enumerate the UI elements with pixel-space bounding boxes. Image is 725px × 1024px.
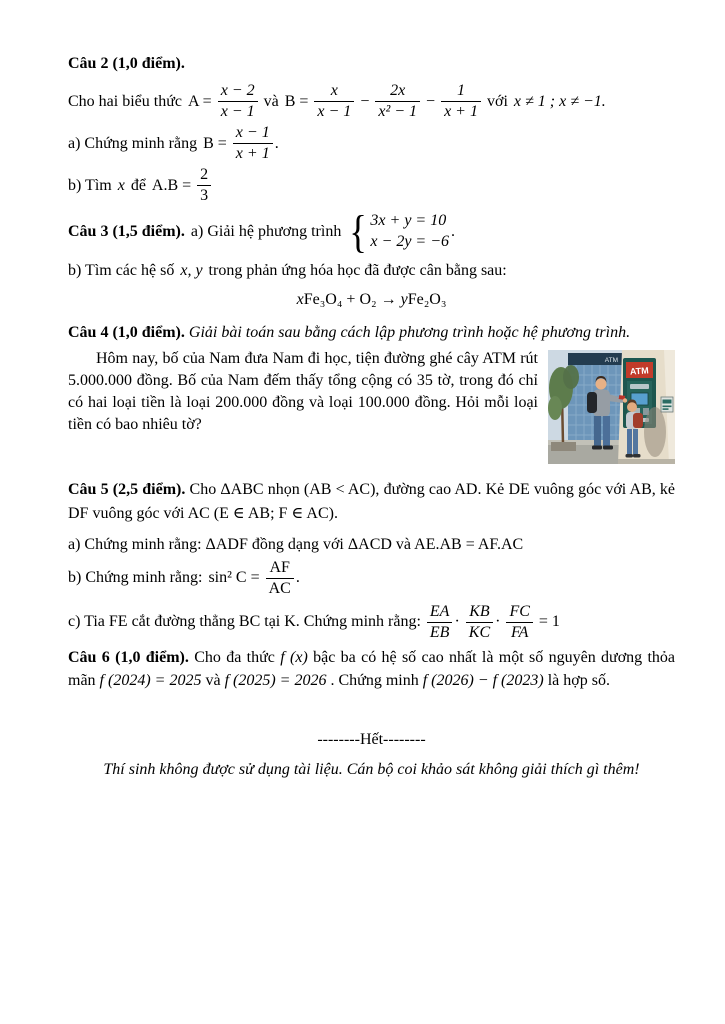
- B-label: B =: [284, 92, 309, 110]
- question-5-part-b: [68, 558, 675, 598]
- question-4-paragraph: Hôm nay, bố của Nam đưa Nam đi học, tiện đường ghé cây ATM rút 5.000.000 đồng. Bố của Nam đếm thấy tổng cộng có 35 tờ, trong đó chỉ có hai loại tiền là loại 200.000 đồng và loại 100.000 đồng. Hỏi mỗi loại tiền có bao nhiêu tờ?: [68, 350, 538, 434]
- brace-glyph: {: [349, 206, 368, 258]
- and-text: và: [205, 672, 221, 690]
- t3: . Chứng minh: [330, 672, 419, 690]
- question-3-heading: Câu 3 (1,5 điểm).: [68, 223, 185, 241]
- building-atm-sign: ATM: [604, 357, 618, 365]
- fraction-two-thirds: $\frac{2}{3}$: [197, 165, 211, 205]
- part-b-text: b) Chứng minh rằng:: [68, 569, 203, 587]
- x-variable: x: [117, 176, 125, 194]
- fraction-B-simplified: $\frac{x - 1}{x + 1}$: [233, 123, 273, 163]
- t1: Cho đa thức: [194, 649, 275, 667]
- and-text: và: [263, 92, 279, 110]
- sin-equation: sin² C =: [208, 569, 260, 587]
- f-2024: f (2024) = 2025: [99, 672, 202, 690]
- fraction-A: $\frac{x - 2}{x - 1}$: [218, 81, 258, 121]
- fraction-AF-AC: $\frac{AF}{AC}$: [266, 558, 294, 598]
- fraction-FC-FA: $\frac{FC}{FA}$: [506, 602, 532, 642]
- f-of-x: f (x): [280, 649, 308, 667]
- system-equation-1: 3x + y = 10: [370, 212, 447, 230]
- equation-system: [347, 206, 450, 258]
- question-5: [68, 478, 675, 642]
- chemical-equation: [68, 288, 675, 311]
- A-label: A =: [187, 92, 212, 110]
- question-6-text: [68, 646, 675, 692]
- part-b-text: b) Tìm các hệ số: [68, 261, 175, 279]
- question-2-part-b: [68, 165, 675, 205]
- question-6: [68, 646, 675, 692]
- question-3-part-b: [68, 259, 675, 282]
- question-5-heading: Câu 5 (2,5 điểm).: [68, 481, 186, 499]
- question-5-part-a: a) Chứng minh rằng: ΔADF đồng dạng với ΔACD và AE.AB = AF.AC: [68, 535, 524, 553]
- question-3: [68, 206, 675, 311]
- question-4-heading-line: [68, 321, 675, 344]
- question-2-formula-line: [68, 81, 675, 121]
- question-6-heading: Câu 6 (1,0 điểm).: [68, 649, 189, 667]
- question-3-line: [68, 206, 675, 258]
- minus-sign: −: [360, 92, 370, 110]
- question-5-part-c: [68, 602, 675, 642]
- conditions-text: x ≠ 1 ; x ≠ −1.: [513, 92, 606, 110]
- intro-text: Cho hai biểu thức: [68, 92, 182, 110]
- question-5-intro-text: Cho ΔABC nhọn (AB < AC), đường cao AD. Kẻ DE vuông góc với AB, kẻ DF vuông góc với AC (E ∈ AB; F ∈ AC).: [68, 481, 676, 522]
- part-a-text: a) Chứng minh rằng: [68, 134, 198, 152]
- fraction-B3: $\frac{1}{x + 1}$: [441, 81, 481, 121]
- part-b-rest: trong phản ứng hóa học đã được cân bằng sau:: [208, 261, 507, 279]
- fraction-EA-EB: $\frac{EA}{EB}$: [427, 602, 453, 642]
- xy-variables: x, y: [180, 261, 203, 279]
- fraction-B2: $\frac{2x}{\text{x² − 1}}$: [375, 81, 420, 121]
- coefficient-y: y: [400, 291, 408, 309]
- f-2025: f (2025) = 2026: [224, 672, 327, 690]
- question-4-body: [68, 348, 675, 464]
- period: .: [451, 223, 456, 241]
- end-marker: --------Hết--------: [317, 731, 426, 749]
- dot-operator: ·: [495, 613, 501, 631]
- chem-right: Fe₂O₃: [407, 291, 447, 309]
- with-text: với: [486, 92, 508, 110]
- fraction-B1: $\frac{x}{x - 1}$: [314, 81, 354, 121]
- minus-sign: −: [426, 92, 436, 110]
- question-4-heading: Câu 4 (1,0 điểm).: [68, 324, 185, 342]
- part-b-text2: để: [130, 176, 146, 194]
- B-label: B =: [203, 134, 227, 152]
- f-difference: f (2026) − f (2023): [422, 672, 544, 690]
- question-2-heading: Câu 2 (1,0 điểm).: [68, 55, 185, 72]
- machine-atm-sign: ATM: [629, 365, 650, 378]
- chem-left: Fe₃O₄ + O₂ →: [303, 291, 401, 309]
- question-4: [68, 321, 675, 464]
- period: .: [295, 569, 300, 587]
- part-a-text: a) Giải hệ phương trình: [190, 223, 342, 241]
- question-4-subtitle: Giải bài toán sau bằng cách lập phương trình hoặc hệ phương trình.: [188, 324, 631, 342]
- period: .: [274, 134, 279, 152]
- dot-operator: ·: [454, 613, 460, 631]
- atm-illustration: [548, 350, 675, 464]
- part-b-text: b) Tìm: [68, 176, 112, 194]
- coefficient-x: x: [296, 291, 304, 309]
- fraction-KB-KC: $\frac{KB}{KC}$: [466, 602, 493, 642]
- t2: bậc ba có hệ số cao nhất là một số nguyên dương thỏa mãn: [68, 649, 676, 690]
- equals-one: = 1: [538, 613, 560, 631]
- question-2: [68, 52, 675, 205]
- AB-equation: A.B =: [151, 176, 192, 194]
- system-equation-2: x − 2y = −6: [370, 233, 450, 251]
- exam-note: Thí sinh không được sử dụng tài liệu. Cán bộ coi khảo sát không giải thích gì thêm!: [103, 760, 640, 778]
- question-5-intro: [68, 478, 675, 524]
- question-2-part-a: [68, 123, 675, 163]
- t4: là hợp số.: [547, 672, 610, 690]
- part-c-text: c) Tia FE cắt đường thẳng BC tại K. Chứng minh rằng:: [68, 613, 421, 631]
